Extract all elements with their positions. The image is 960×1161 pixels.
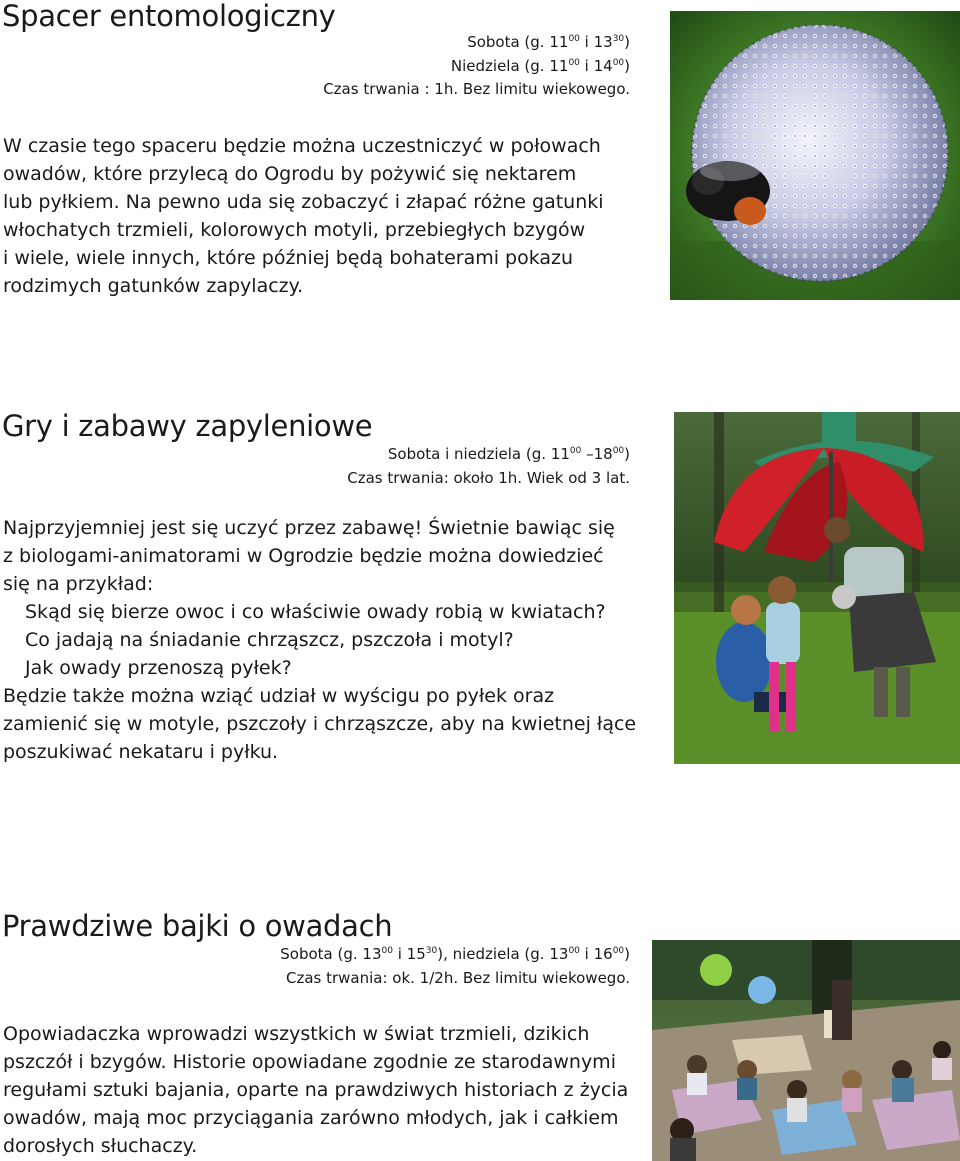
bumblebee-on-globe-thistle-photo xyxy=(670,11,960,300)
description-line: owadów, mają moc przyciągania zarówno młodych, jak i całkiem xyxy=(3,1107,619,1129)
section-description xyxy=(3,132,604,300)
description-line: regułami sztuki bajania, oparte na prawdziwych historiach z życia xyxy=(3,1079,629,1101)
description-line: owadów, które przylecą do Ogrodu by pożywić się nektarem xyxy=(3,163,577,185)
question-item: Jak owady przenoszą pyłek? xyxy=(25,657,292,679)
description-line: poszukiwać nekataru i pyłku. xyxy=(3,741,279,763)
description-line: włochatych trzmieli, kolorowych motyli, przebiegłych bzygów xyxy=(3,219,586,241)
schedule-line-sunday: Niedziela (g. $11^{00}$ i $14^{00}$) xyxy=(450,56,630,75)
event-schedule xyxy=(280,943,630,990)
question-item: Skąd się bierze owoc i co właściwie owady robią w kwiatach? xyxy=(25,601,606,623)
giant-flower-umbrella-children-photo xyxy=(674,412,960,764)
section-title: Gry i zabawy zapyleniowe xyxy=(2,409,373,443)
description-line: W czasie tego spaceru będzie można uczestniczyć w połowach xyxy=(3,135,601,157)
event-duration: Czas trwania : 1h. Bez limitu wiekowego. xyxy=(323,80,630,98)
description-line: Najprzyjemniej jest się uczyć przez zabawę! Świetnie bawiąc się xyxy=(3,517,615,539)
section-title: Prawdziwe bajki o owadach xyxy=(2,909,393,943)
question-item: Co jadają na śniadanie chrząszcz, pszczoła i motyl? xyxy=(25,629,514,651)
description-line: Będzie także można wziąć udział w wyścigu po pyłek oraz xyxy=(3,685,555,707)
section-description xyxy=(3,1020,628,1160)
description-line: rodzimych gatunków zapylaczy. xyxy=(3,275,304,297)
event-duration: Czas trwania: około 1h. Wiek od 3 lat. xyxy=(347,468,630,487)
description-line: zamienić się w motyle, pszczoły i chrząszcze, aby na kwietnej łące xyxy=(3,713,637,735)
storytelling-garden-children-photo xyxy=(652,940,960,1161)
schedule-line-weekend: Sobota i niedziela (g. $11^{00}$ $-18^{00}$) xyxy=(387,445,630,463)
description-line: pszczół i bzygów. Historie opowiadane zgodnie ze starodawnymi xyxy=(3,1051,616,1073)
description-line: i wiele, wiele innych, które później będą bohaterami pokazu xyxy=(3,247,574,269)
section-title: Spacer entomologiczny xyxy=(2,0,336,33)
schedule-line-weekend: Sobota (g. $13^{00}$ i $15^{30}$), niedziela (g. $13^{00}$ i $16^{00}$) xyxy=(280,945,630,963)
schedule-line-saturday: Sobota (g. $11^{00}$ i $13^{30}$) xyxy=(467,33,630,51)
event-duration: Czas trwania: ok. 1/2h. Bez limitu wiekowego. xyxy=(285,968,630,987)
event-schedule xyxy=(347,443,630,490)
description-line: dorosłych słuchaczy. xyxy=(3,1135,198,1157)
description-line: lub pyłkiem. Na pewno uda się zobaczyć i złapać różne gatunki xyxy=(3,191,604,213)
description-line: się na przykład: xyxy=(3,573,154,595)
description-line: z biologami-animatorami w Ogrodzie będzie można dowiedzieć xyxy=(3,545,604,567)
description-line: Opowiadaczka wprowadzi wszystkich w świat trzmieli, dzikich xyxy=(3,1023,590,1045)
section-description xyxy=(3,514,636,766)
event-schedule xyxy=(323,31,630,102)
